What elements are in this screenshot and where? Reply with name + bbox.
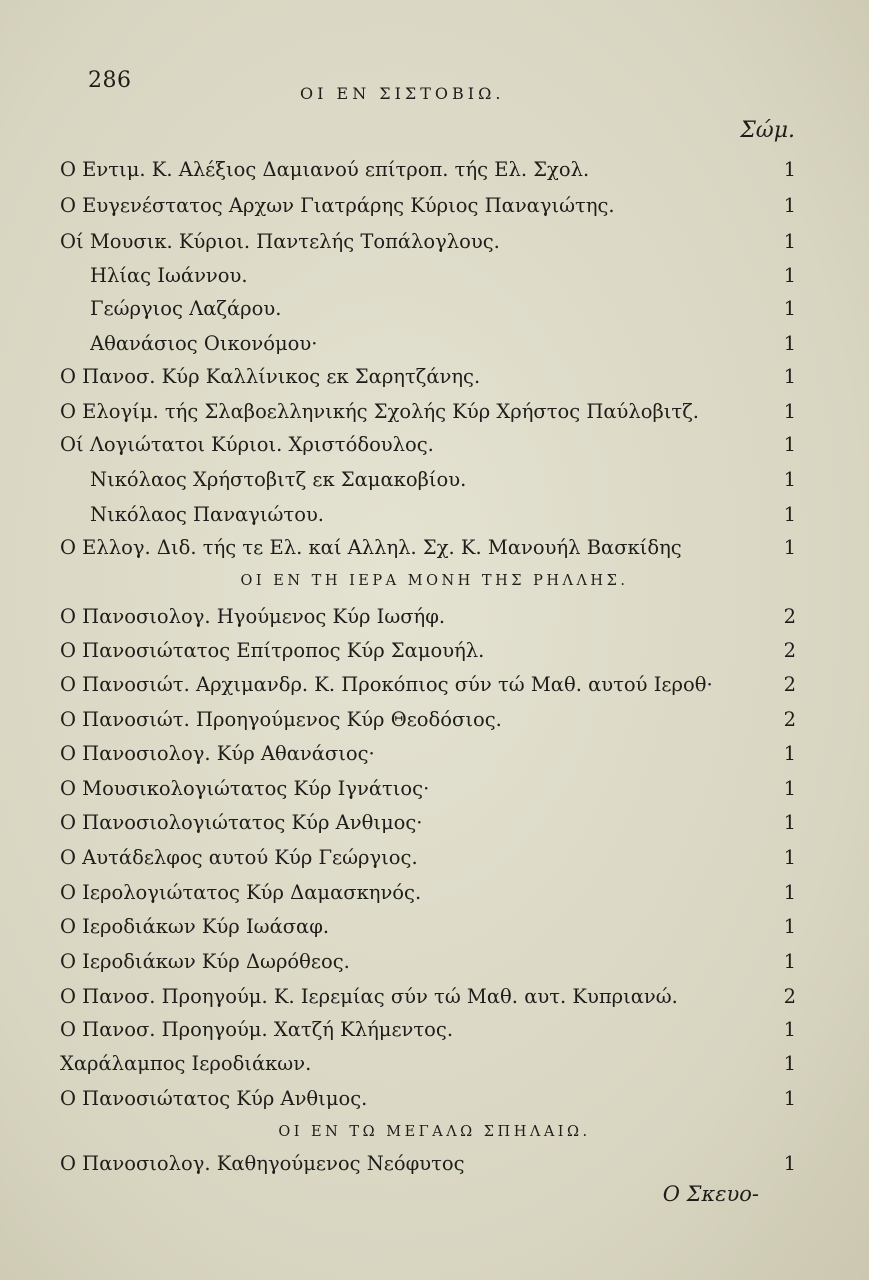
subscriber-name: Χαράλαμπος Ιεροδιάκων. bbox=[60, 1052, 312, 1075]
list-item bbox=[60, 636, 796, 666]
copies-count: 1 bbox=[783, 158, 796, 181]
list-item bbox=[60, 670, 796, 700]
copies-count: 2 bbox=[783, 605, 796, 628]
copies-count: 1 bbox=[783, 1152, 796, 1175]
copies-count: 1 bbox=[783, 1052, 796, 1075]
copies-count: 1 bbox=[783, 950, 796, 973]
list-item bbox=[60, 808, 796, 838]
subscriber-name: Ο Πανοσιώτατος Επίτροπος Κύρ Σαμουήλ. bbox=[60, 639, 485, 662]
copies-count: 1 bbox=[783, 297, 796, 320]
list-item bbox=[60, 155, 796, 185]
copies-count: 2 bbox=[783, 639, 796, 662]
running-head: ΟΙ ΕΝ ΣΙΣΤΟΒΙΩ. bbox=[300, 84, 505, 103]
list-item bbox=[60, 261, 796, 291]
list-item bbox=[60, 843, 796, 873]
copies-count: 1 bbox=[783, 881, 796, 904]
copies-count: 1 bbox=[783, 915, 796, 938]
list-item bbox=[60, 774, 796, 804]
list-item bbox=[60, 465, 796, 495]
subscriber-name: Νικόλαος Παναγιώτου. bbox=[90, 503, 324, 526]
copies-count: 1 bbox=[783, 811, 796, 834]
subscriber-name: Ο Πανοσιολογ. Καθηγούμενος Νεόφυτος bbox=[60, 1152, 465, 1175]
list-item bbox=[60, 705, 796, 735]
list-item bbox=[60, 982, 796, 1012]
copies-count: 1 bbox=[783, 1087, 796, 1110]
catchword: Ο Σκευο- bbox=[662, 1182, 759, 1206]
list-item bbox=[60, 1149, 796, 1179]
copies-count: 1 bbox=[783, 536, 796, 559]
list-item bbox=[60, 739, 796, 769]
subscriber-name: Ο Πανοσιώτ. Αρχιμανδρ. Κ. Προκόπιος σύν τώ Μαθ. αυτού Ιεροθ· bbox=[60, 673, 713, 696]
list-item bbox=[60, 227, 796, 257]
copies-count: 1 bbox=[783, 503, 796, 526]
copies-count: 2 bbox=[783, 708, 796, 731]
subscriber-name: Ο Ελογίμ. τής Σλαβοελληνικής Σχολής Κύρ Χρήστος Παύλοβιτζ. bbox=[60, 400, 699, 423]
subscriber-name: Ο Αυτάδελφος αυτού Κύρ Γεώργιος. bbox=[60, 846, 418, 869]
subscriber-name: Ο Πανοσ. Προηγούμ. Κ. Ιερεμίας σύν τώ Μαθ. αυτ. Κυπριανώ. bbox=[60, 985, 678, 1008]
copies-count: 1 bbox=[783, 365, 796, 388]
list-item bbox=[60, 533, 796, 563]
list-item bbox=[60, 329, 796, 359]
list-item bbox=[60, 294, 796, 324]
section-heading: ΟΙ ΕΝ ΤΩ ΜΕΓΑΛΩ ΣΠΗΛΑΙΩ. bbox=[278, 1124, 591, 1140]
subscriber-name: Ο Πανοσ. Κύρ Καλλίνικος εκ Σαρητζάνης. bbox=[60, 365, 481, 388]
list-item bbox=[60, 947, 796, 977]
copies-count: 1 bbox=[783, 742, 796, 765]
subscriber-name: Ο Πανοσιολογιώτατος Κύρ Ανθιμος· bbox=[60, 811, 423, 834]
copies-count: 1 bbox=[783, 468, 796, 491]
subscriber-name: Οί Λογιώτατοι Κύριοι. Χριστόδουλος. bbox=[60, 433, 434, 456]
copies-count: 1 bbox=[783, 194, 796, 217]
list-item bbox=[60, 191, 796, 221]
copies-count: 1 bbox=[783, 230, 796, 253]
list-item bbox=[60, 362, 796, 392]
list-item bbox=[60, 500, 796, 530]
subscriber-name: Ο Ιερολογιώτατος Κύρ Δαμασκηνός. bbox=[60, 881, 422, 904]
subscriber-name: Ο Πανοσιώτ. Προηγούμενος Κύρ Θεοδόσιος. bbox=[60, 708, 502, 731]
copies-count: 1 bbox=[783, 400, 796, 423]
list-item bbox=[60, 912, 796, 942]
copies-count: 2 bbox=[783, 673, 796, 696]
section-heading: ΟΙ ΕΝ ΤΗ ΙΕΡΑ ΜΟΝΗ ΤΗΣ ΡΗΛΛΗΣ. bbox=[240, 573, 629, 589]
subscriber-name: Ο Ελλογ. Διδ. τής τε Ελ. καί Αλληλ. Σχ. Κ. Μανουήλ Βασκίδης bbox=[60, 536, 682, 559]
subscriber-name: Οί Μουσικ. Κύριοι. Παντελής Τοπάλογλους. bbox=[60, 230, 500, 253]
list-item bbox=[60, 602, 796, 632]
list-item bbox=[60, 397, 796, 427]
copies-count: 2 bbox=[783, 985, 796, 1008]
subscriber-name: Ηλίας Ιωάννου. bbox=[90, 264, 248, 287]
subscriber-name: Ο Πανοσ. Προηγούμ. Χατζή Κλήμεντος. bbox=[60, 1018, 454, 1041]
subscriber-name: Γεώργιος Λαζάρου. bbox=[90, 297, 282, 320]
list-item bbox=[60, 1084, 796, 1114]
copies-count: 1 bbox=[783, 846, 796, 869]
list-item bbox=[60, 878, 796, 908]
list-item bbox=[60, 1049, 796, 1079]
subscriber-name: Ο Πανοσιώτατος Κύρ Ανθιμος. bbox=[60, 1087, 368, 1110]
subscriber-name: Ο Ιεροδιάκων Κύρ Ιωάσαφ. bbox=[60, 915, 330, 938]
column-head-copies: Σώμ. bbox=[740, 118, 795, 143]
copies-count: 1 bbox=[783, 264, 796, 287]
subscriber-name: Ο Πανοσιολογ. Ηγούμενος Κύρ Ιωσήφ. bbox=[60, 605, 446, 628]
list-item bbox=[60, 430, 796, 460]
subscriber-name: Αθανάσιος Οικονόμου· bbox=[90, 332, 318, 355]
copies-count: 1 bbox=[783, 777, 796, 800]
page-number: 286 bbox=[88, 68, 132, 93]
subscriber-name: Ο Ευγενέστατος Αρχων Γιατράρης Κύριος Παναγιώτης. bbox=[60, 194, 615, 217]
subscriber-name: Ο Μουσικολογιώτατος Κύρ Ιγνάτιος· bbox=[60, 777, 430, 800]
copies-count: 1 bbox=[783, 433, 796, 456]
list-item bbox=[60, 1015, 796, 1045]
copies-count: 1 bbox=[783, 332, 796, 355]
subscriber-name: Ο Ιεροδιάκων Κύρ Δωρόθεος. bbox=[60, 950, 350, 973]
copies-count: 1 bbox=[783, 1018, 796, 1041]
subscriber-name: Ο Πανοσιολογ. Κύρ Αθανάσιος· bbox=[60, 742, 375, 765]
subscriber-name: Νικόλαος Χρήστοβιτζ εκ Σαμακοβίου. bbox=[90, 468, 467, 491]
subscriber-name: Ο Εντιμ. Κ. Αλέξιος Δαμιανού επίτροπ. τής Ελ. Σχολ. bbox=[60, 158, 590, 181]
